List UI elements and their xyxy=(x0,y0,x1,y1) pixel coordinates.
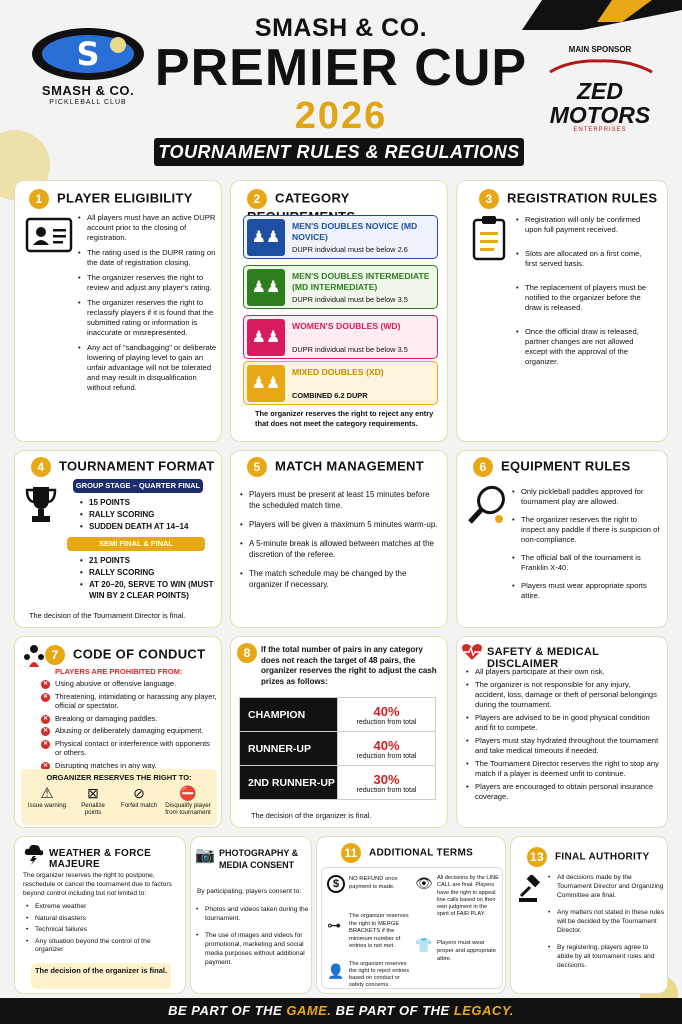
list-item: • Registration will only be confirmed upon full payment received. xyxy=(515,215,655,235)
list-item: ✕ Threatening, intimidating or harassing any player, official or spectator. xyxy=(42,691,217,710)
prize-table xyxy=(239,697,436,800)
section-title: PLAYER ELIGIBILITY xyxy=(57,190,193,206)
card-weather-force-majeure xyxy=(14,836,186,994)
event-title-top: SMASH & CO. xyxy=(254,14,428,42)
safety-list xyxy=(465,667,661,807)
x-icon: ✕ xyxy=(42,728,49,734)
category-desc: DUPR individual must be below 3.5 xyxy=(292,295,408,304)
slogan-part: BE PART OF THE xyxy=(331,1003,454,1018)
stage2-list xyxy=(79,555,219,601)
section-number: 1 xyxy=(29,189,49,209)
list-item: • Once the official draw is released, partner changes are not allowed except with the approval of the organizer. xyxy=(515,327,655,367)
card-photography-consent xyxy=(190,836,312,994)
prize-label: CHAMPION xyxy=(240,698,338,732)
list-item: • The official ball of the tournament is Franklin X-40. xyxy=(511,553,661,573)
card-code-of-conduct xyxy=(14,636,222,828)
list-item: • A 5-minute break is allowed between matches at the discretion of the referee. xyxy=(239,538,439,560)
category-desc: DUPR individual must be below 2.6 xyxy=(292,245,408,254)
section-title: CODE OF CONDUCT xyxy=(73,646,206,662)
list-item: • RALLY SCORING xyxy=(79,509,219,521)
section-number: 2 xyxy=(247,189,267,209)
x-icon: ✕ xyxy=(42,681,49,687)
players-icon: ♟♟ xyxy=(247,319,285,356)
prize-value: 40% reduction from total xyxy=(338,732,436,766)
header xyxy=(0,0,682,170)
prize-intro: If the total number of pairs in any category does not reach the target of 48 pairs, the organizer reserves the right to adjust the cash prizes as follows: xyxy=(261,645,437,686)
players-icon: ♟♟ xyxy=(247,365,285,402)
section-title: REGISTRATION RULES xyxy=(507,190,658,206)
prize-note: The decision of the organizer is final. xyxy=(251,811,372,820)
term-right: Players must wear proper and appropriate attire. xyxy=(437,940,496,962)
list-item: ✕ Breaking or damaging paddles. xyxy=(42,713,158,723)
section-title: CATEGORY xyxy=(275,190,350,206)
list-item: • The organizer reserves the right to review and adjust any player's rating. xyxy=(77,273,217,293)
list-item: • Players must wear appropriate sports attire. xyxy=(511,581,661,601)
stage-label-group: GROUP STAGE – QUARTER FINAL xyxy=(73,479,203,493)
list-item: • The organizer reserves the right to reclassify players if it is found that the submitted rating or information is inaccurate or misrepresented. xyxy=(77,298,217,338)
list-item: • The use of images and videos for promotional, marketing and social media purposes without additional payment. xyxy=(195,931,309,967)
card-tournament-format xyxy=(14,450,222,628)
players-icon: ♟♟ xyxy=(247,269,285,306)
card-title xyxy=(31,457,215,477)
list-item: ✕ Disrupting matches in any way. xyxy=(42,760,157,770)
list-item: ✕ Abusing or deliberately damaging equipment. xyxy=(42,726,204,735)
car-icon xyxy=(530,58,670,74)
category-wd xyxy=(243,315,438,359)
list-item: ✕ Physical contact or interference with opponents or others. xyxy=(42,738,210,757)
photo-intro: By participating, players consent to: xyxy=(197,888,302,895)
list-item: • Players are advised to be in good physical condition and fit to compete. xyxy=(465,713,661,733)
card-match-management xyxy=(230,450,448,628)
card-title xyxy=(29,189,193,209)
card-title xyxy=(473,457,630,477)
table-row xyxy=(240,766,436,800)
weather-note: The decision of the organizer is final. xyxy=(31,963,171,989)
card-title: PHOTOGRAPHY & MEDIA CONSENT xyxy=(219,848,299,870)
list-item: ✕ Using abusive or offensive language. xyxy=(42,679,177,688)
list-item: • RALLY SCORING xyxy=(79,567,219,579)
warning-icon: ⚠ xyxy=(40,785,54,802)
registration-list xyxy=(515,215,655,372)
list-item: • Players will be given a maximum 5 minutes warm-up. xyxy=(239,519,439,530)
list-item: • All decisions made by the Tournament Director and Organizing Committee are final. xyxy=(547,873,665,900)
rights-label: ORGANIZER RESERVES THE RIGHT TO: xyxy=(46,773,192,782)
list-item: • The organizer reserves the right to inspect any paddle if there is suspicion of non-compliance. xyxy=(511,515,661,545)
organizer-rights-box xyxy=(21,769,217,825)
list-item: • Photos and videos taken during the tournament. xyxy=(195,905,309,923)
term-left: The organizer reserves the right to MERGE BRACKETS if the minimum number of entries is not met. xyxy=(349,913,409,949)
list-item: • The replacement of players must be notified to the organizer before the draw is released. xyxy=(515,283,655,313)
card-title: SAFETY & MEDICAL DISCLAIMER xyxy=(487,646,599,670)
photo-list xyxy=(195,905,309,972)
authority-list xyxy=(547,873,665,975)
gavel-icon xyxy=(517,875,545,903)
list-item: • The Tournament Director reserves the right to stop any match if a player is deemed unfit to continue. xyxy=(465,759,661,779)
list-item: • The match schedule may be changed by the organizer if necessary. xyxy=(239,568,439,590)
prize-value: 40% reduction from total xyxy=(338,698,436,732)
event-title-main: PREMIER CUP xyxy=(154,39,528,97)
camera-icon: 📷 xyxy=(195,847,215,864)
sponsor-block xyxy=(530,45,670,133)
slogan-part: BE PART OF THE xyxy=(168,1003,287,1018)
section-number: 6 xyxy=(473,457,493,477)
weather-intro: The organizer reserves the right to postpone, reschedule or cancel the tournament due to factors beyond control including but not limited to: xyxy=(23,872,172,897)
eye-icon: 👁 xyxy=(415,875,433,891)
list-item: • SUDDEN DEATH AT 14–14 xyxy=(79,521,219,533)
slogan-highlight: LEGACY. xyxy=(453,1003,514,1018)
card-title xyxy=(527,847,650,867)
list-item: • Players must be present at least 15 minutes before the scheduled match time. xyxy=(239,489,439,511)
category-name: MIXED DOUBLES (XD) xyxy=(292,367,384,377)
players-icon: ♟♟ xyxy=(247,219,285,256)
section-title: ADDITIONAL TERMS xyxy=(369,847,474,859)
section-title: TOURNAMENT FORMAT xyxy=(59,458,215,474)
card-registration-rules xyxy=(456,180,668,442)
shirt-icon: 👕 xyxy=(415,937,433,953)
list-item: • By registering, players agree to abide by all tournament rules and decisions. xyxy=(547,943,665,970)
category-desc: COMBINED 6.2 DUPR xyxy=(292,391,368,400)
card-final-authority xyxy=(510,836,668,994)
card-additional-terms xyxy=(316,836,506,994)
logo-name: SMASH & CO. xyxy=(41,83,135,98)
x-icon: ✕ xyxy=(42,693,49,700)
category-name: MEN'S DOUBLES NOVICE (MD NOVICE) xyxy=(292,221,418,242)
category-name: MEN'S DOUBLES INTERMEDIATE (MD INTERMEDIATE) xyxy=(292,271,430,292)
action-forfeit: ⊘ Forfeit match xyxy=(120,785,158,809)
prize-label: RUNNER-UP xyxy=(240,732,338,766)
action-warning: ⚠ Issue warning xyxy=(27,785,67,809)
category-md-novice xyxy=(243,215,438,259)
list-item: • 21 POINTS xyxy=(79,555,219,567)
card-title xyxy=(479,189,657,209)
category-xd xyxy=(243,361,438,405)
paddle-icon xyxy=(465,485,507,527)
section-number: 4 xyxy=(31,457,51,477)
heart-pulse-icon xyxy=(461,643,483,661)
prize-label: 2ND RUNNER-UP xyxy=(240,766,338,800)
stage-label-final: SEMI FINAL & FINAL xyxy=(67,537,205,551)
sponsor-name: ZED MOTORS xyxy=(549,78,651,128)
table-row xyxy=(240,732,436,766)
svg-text:S: S xyxy=(76,35,100,73)
bracket-icon: ⊶ xyxy=(327,917,341,933)
section-number: 7 xyxy=(45,645,65,665)
people-icon xyxy=(23,643,45,669)
category-desc: DUPR individual must be below 3.5 xyxy=(292,345,408,354)
eligibility-list xyxy=(77,213,217,398)
dollar-icon: $ xyxy=(327,875,345,893)
category-name: WOMEN'S DOUBLES (WD) xyxy=(292,321,401,331)
term-left: NO REFUND once payment is made. xyxy=(349,876,398,890)
x-icon: ✕ xyxy=(42,762,49,769)
section-number: 13 xyxy=(527,847,547,867)
section-number: 3 xyxy=(479,189,499,209)
action-disqualify: ⛔ Disqualify player from tournament xyxy=(161,785,215,816)
event-year: 2026 xyxy=(294,95,388,137)
section-title: FINAL AUTHORITY xyxy=(555,851,650,863)
section-number: 11 xyxy=(341,843,361,863)
list-item: • 15 POINTS xyxy=(79,497,219,509)
list-item: • Extreme weather xyxy=(25,903,175,912)
list-item: • All players must have an active DUPR account prior to the closing of registration. xyxy=(77,213,217,243)
category-md-intermediate xyxy=(243,265,438,309)
section-title: MATCH MANAGEMENT xyxy=(275,458,424,474)
card-title xyxy=(341,843,473,863)
list-item: • The organizer is not responsible for any injury, accident, loss, damage or theft of personal belongings during the tournament. xyxy=(465,680,661,710)
card-title xyxy=(247,457,424,477)
list-item: • Only pickleball paddles approved for tournament play are allowed. xyxy=(511,487,661,507)
list-item: • Technical failures xyxy=(25,926,175,935)
sponsor-label: MAIN SPONSOR xyxy=(568,45,632,54)
equipment-list xyxy=(511,487,661,606)
person-icon: 👤 xyxy=(327,963,345,979)
card-safety-disclaimer xyxy=(456,636,668,828)
penalize-icon: ⊠ xyxy=(87,785,99,801)
list-item: • Players must stay hydrated throughout the tournament and take medical timeouts if needed. xyxy=(465,736,661,756)
list-item: • Players are encouraged to obtain personal insurance coverage. xyxy=(465,782,661,802)
action-penalize: ⊠ Penalize points xyxy=(73,785,113,816)
list-item: • Any act of "sandbagging" or deliberate lowering of playing level to gain an unfair advantage will not be tolerated and may result in disqualification without refund. xyxy=(77,343,217,393)
list-item: • The rating used is the DUPR rating on the date of registration closing. xyxy=(77,248,217,268)
prohibited-label: PLAYERS ARE PROHIBITED FROM: xyxy=(55,667,183,676)
format-note: The decision of the Tournament Director is final. xyxy=(29,611,186,620)
rules-banner: TOURNAMENT RULES & REGULATIONS xyxy=(154,138,524,166)
footer-slogan xyxy=(0,998,682,1024)
section-number: 5 xyxy=(247,457,267,477)
card-player-eligibility xyxy=(14,180,222,442)
section-number: 8 xyxy=(237,643,257,663)
section-title: EQUIPMENT RULES xyxy=(501,458,631,474)
list-item: • Any situation beyond the control of the organizer xyxy=(25,938,175,955)
storm-icon xyxy=(23,843,45,865)
card-title: WEATHER & FORCE MAJEURE xyxy=(49,848,152,870)
match-list xyxy=(239,489,439,595)
prize-value: 30% reduction from total xyxy=(338,766,436,800)
slogan-highlight: GAME. xyxy=(286,1003,332,1018)
list-item: • Natural disasters xyxy=(25,915,175,924)
list-item: • Any matters not stated in these rules will be decided by the Tournament Director. xyxy=(547,908,665,935)
weather-list xyxy=(25,903,175,960)
card-category-requirements xyxy=(230,180,448,442)
forfeit-icon: ⊘ xyxy=(133,785,145,801)
term-right: All decisions by the LINE CALL are final. Players have the right to appeal line calls based on their own judgment in the spirit of FAIR PLAY. xyxy=(437,875,499,918)
clipboard-icon xyxy=(471,215,507,261)
card-prize-adjustment xyxy=(230,636,448,828)
card-title xyxy=(45,645,205,665)
term-left: The organizer reserves the right to reject entries based on conduct or safety concerns. xyxy=(349,961,410,988)
id-card-icon xyxy=(25,217,73,253)
sponsor-subtitle: ENTERPRISES xyxy=(573,127,627,133)
stage1-list xyxy=(79,497,219,533)
x-icon: ✕ xyxy=(42,715,49,722)
list-item: • AT 20–20, SERVE TO WIN (MUST WIN BY 2 CLEAR POINTS) xyxy=(79,579,219,601)
logo-subtitle: PICKLEBALL CLUB xyxy=(49,99,127,106)
x-icon: ✕ xyxy=(42,740,49,747)
trophy-icon xyxy=(25,485,57,525)
conduct-list xyxy=(41,679,217,773)
table-row xyxy=(240,698,436,732)
card-equipment-rules xyxy=(456,450,668,628)
category-note: The organizer reserves the right to reject any entry that does not meet the category requirements. xyxy=(255,409,434,428)
list-item: • All players participate at their own risk. xyxy=(465,667,661,677)
disqualify-icon: ⛔ xyxy=(179,785,197,801)
list-item: • Slots are allocated on a first come, first served basis. xyxy=(515,249,655,269)
